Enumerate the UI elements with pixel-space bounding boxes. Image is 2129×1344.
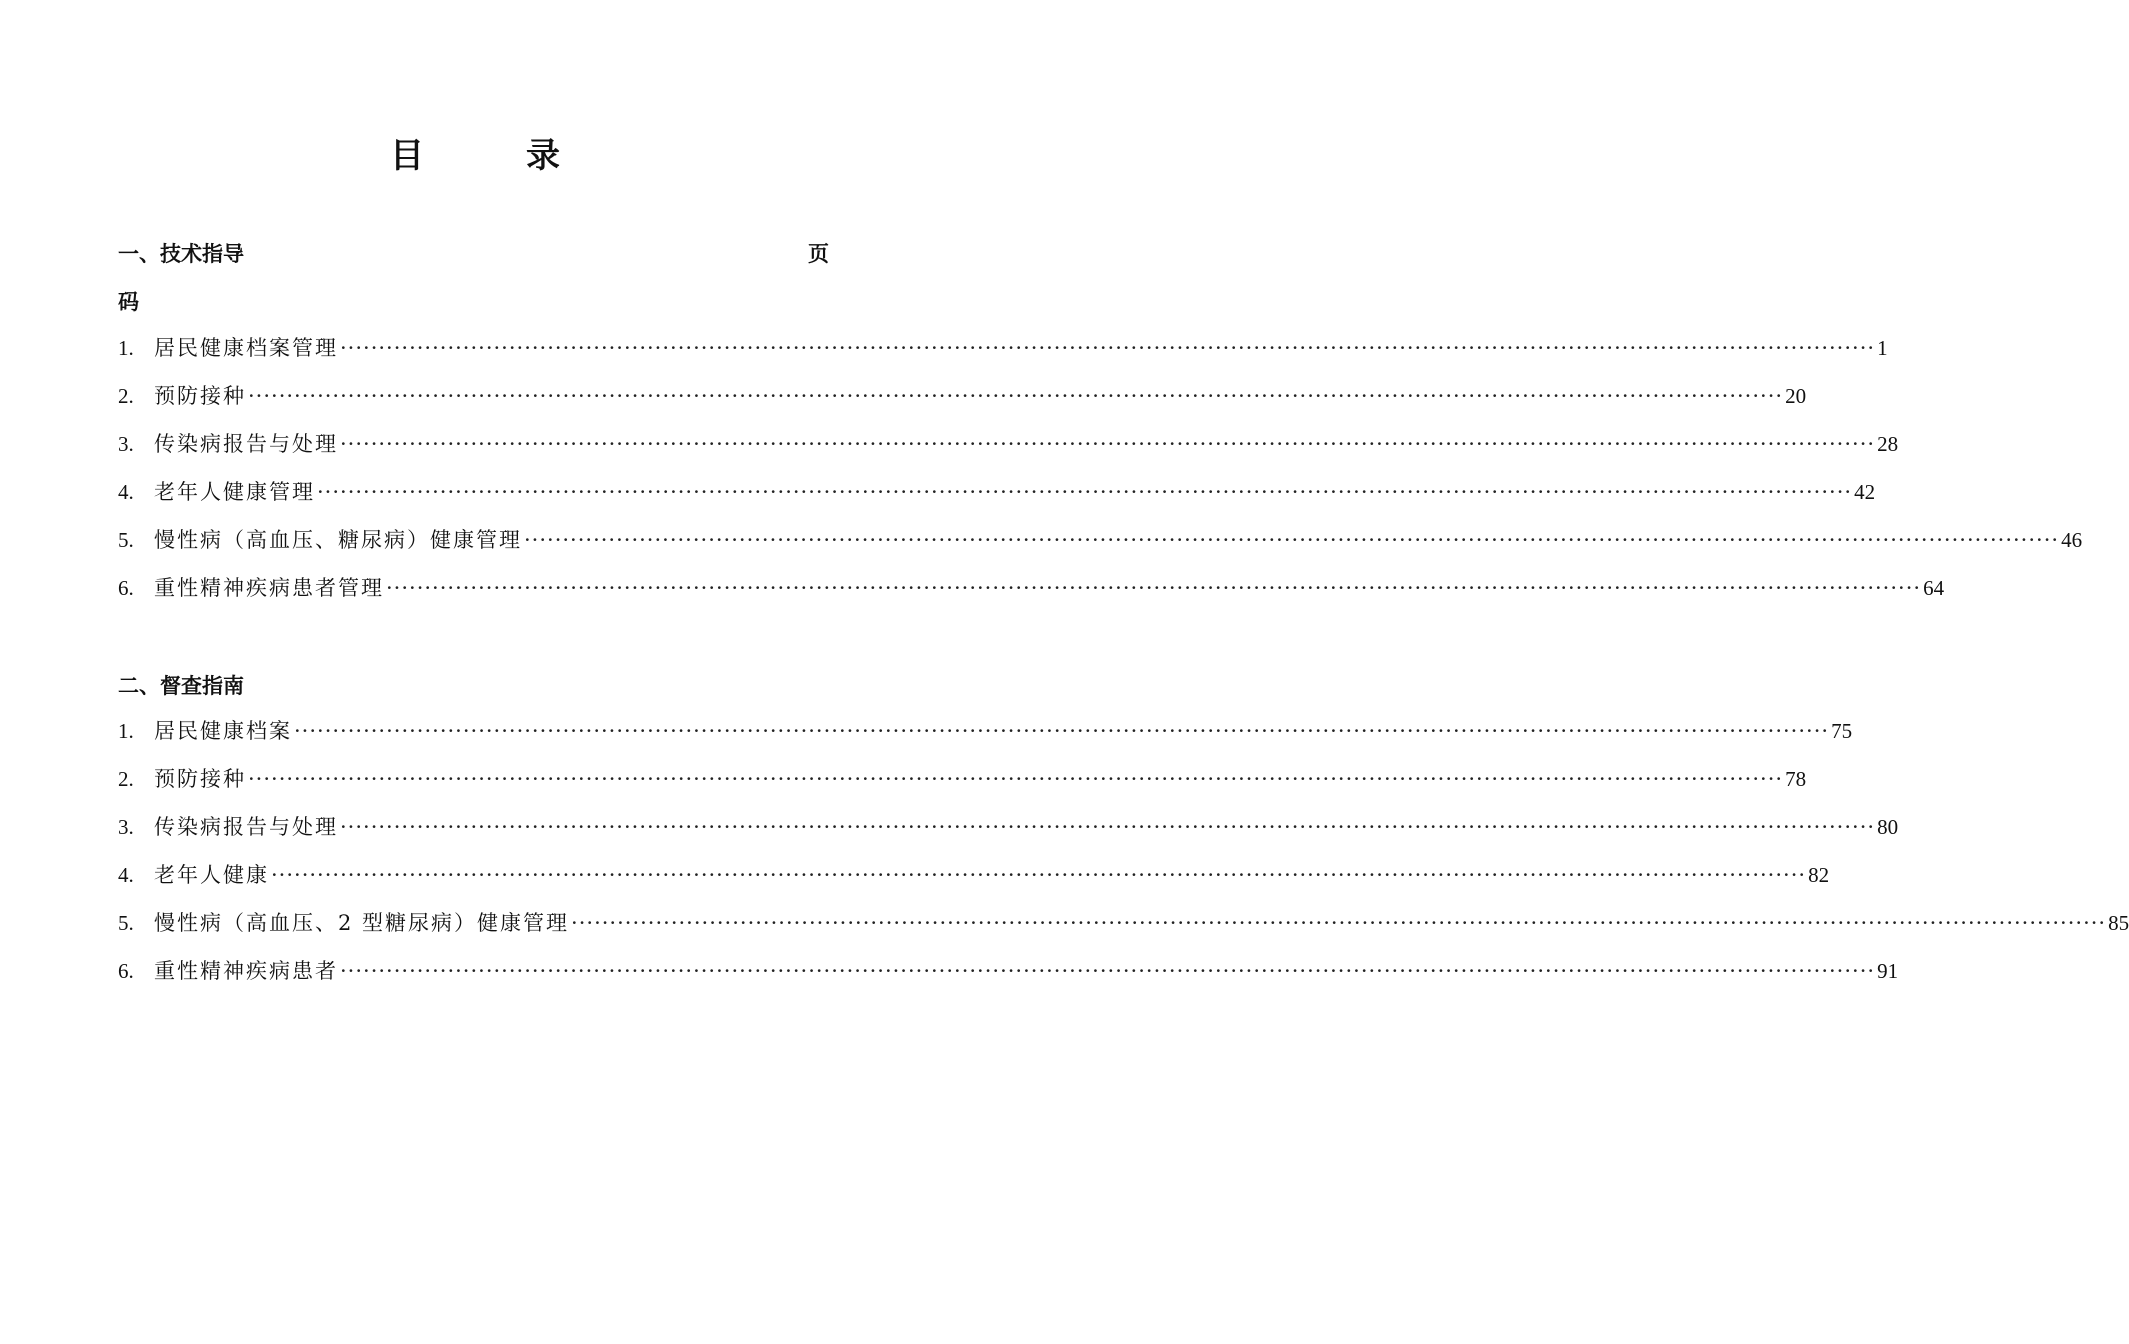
page-label-part2: 码 bbox=[118, 290, 139, 314]
toc-entry-number: 3. bbox=[118, 432, 134, 456]
toc-entry-number: 5. bbox=[118, 911, 134, 935]
toc-entry-title: 预防接种 bbox=[154, 384, 246, 408]
toc-entry-page: 64 bbox=[1923, 576, 1945, 600]
section-heading-inspection-guide: 二、督查指南 bbox=[118, 674, 244, 698]
toc-entry-title: 慢性病（高血压、糖尿病）健康管理 bbox=[154, 528, 522, 552]
dot-leader: ········································································································································································································ bbox=[340, 815, 1876, 839]
toc-entry-page: 75 bbox=[1831, 719, 1853, 743]
dot-leader: ········································································································································································································ bbox=[248, 384, 1784, 408]
toc-entry-title: 慢性病（高血压、2 型糖尿病）健康管理 bbox=[154, 911, 570, 935]
toc-entry-title: 传染病报告与处理 bbox=[154, 432, 338, 456]
toc-entry-number: 6. bbox=[118, 959, 134, 983]
toc-entry-title: 传染病报告与处理 bbox=[154, 815, 338, 839]
toc-entry-title: 居民健康档案 bbox=[154, 719, 292, 743]
toc-entry-number: 4. bbox=[118, 863, 134, 887]
dot-leader: ········································································································································································································ bbox=[294, 719, 1830, 743]
toc-entry-number: 6. bbox=[118, 576, 134, 600]
toc-entry[interactable] bbox=[118, 811, 1899, 859]
toc-entry-number: 4. bbox=[118, 480, 134, 504]
toc-entry-title: 老年人健康管理 bbox=[154, 480, 315, 504]
toc-entry[interactable] bbox=[118, 955, 1899, 1003]
toc-entry-title: 预防接种 bbox=[154, 767, 246, 791]
toc-entry[interactable] bbox=[118, 428, 1899, 476]
toc-entry-title: 老年人健康 bbox=[154, 863, 269, 887]
dot-leader: ········································································································································································································ bbox=[571, 911, 2107, 935]
toc-entry[interactable] bbox=[118, 572, 1945, 620]
toc-list-inspection-guide bbox=[118, 715, 2129, 1003]
section-heading-technical-guidance: 一、技术指导 bbox=[118, 242, 244, 266]
toc-entry-page: 91 bbox=[1877, 959, 1899, 983]
toc-entry-number: 2. bbox=[118, 384, 134, 408]
dot-leader: ········································································································································································································ bbox=[524, 528, 2060, 552]
toc-entry-page: 20 bbox=[1785, 384, 1807, 408]
toc-entry-title: 居民健康档案管理 bbox=[154, 336, 338, 360]
dot-leader: ········································································································································································································ bbox=[340, 432, 1876, 456]
toc-entry[interactable] bbox=[118, 763, 1807, 811]
dot-leader: ········································································································································································································ bbox=[248, 767, 1784, 791]
toc-entry[interactable] bbox=[118, 476, 1876, 524]
toc-list-technical-guidance bbox=[118, 332, 2083, 620]
toc-entry-number: 3. bbox=[118, 815, 134, 839]
toc-entry-page: 80 bbox=[1877, 815, 1899, 839]
toc-entry-number: 1. bbox=[118, 719, 134, 743]
toc-entry-number: 2. bbox=[118, 767, 134, 791]
toc-entry-page: 46 bbox=[2061, 528, 2083, 552]
toc-entry[interactable] bbox=[118, 907, 2129, 955]
toc-entry-page: 28 bbox=[1877, 432, 1899, 456]
toc-entry-page: 42 bbox=[1854, 480, 1876, 504]
page-label-part1: 页 bbox=[808, 242, 829, 266]
toc-entry-page: 78 bbox=[1785, 767, 1807, 791]
toc-entry[interactable] bbox=[118, 715, 1853, 763]
toc-entry[interactable] bbox=[118, 332, 1888, 380]
toc-entry-page: 1 bbox=[1877, 336, 1888, 360]
dot-leader: ········································································································································································································ bbox=[317, 480, 1853, 504]
dot-leader: ········································································································································································································ bbox=[340, 959, 1876, 983]
toc-entry-number: 5. bbox=[118, 528, 134, 552]
toc-entry[interactable] bbox=[118, 524, 2083, 572]
toc-entry-number: 1. bbox=[118, 336, 134, 360]
toc-entry-title: 重性精神疾病患者管理 bbox=[154, 576, 384, 600]
dot-leader: ········································································································································································································ bbox=[340, 336, 1876, 360]
toc-entry[interactable] bbox=[118, 380, 1807, 428]
toc-entry-page: 82 bbox=[1808, 863, 1830, 887]
toc-entry-title: 重性精神疾病患者 bbox=[154, 959, 338, 983]
document-title: 目 录 bbox=[390, 136, 594, 176]
dot-leader: ········································································································································································································ bbox=[386, 576, 1922, 600]
toc-entry-page: 85 bbox=[2108, 911, 2129, 935]
dot-leader: ········································································································································································································ bbox=[271, 863, 1807, 887]
toc-entry[interactable] bbox=[118, 859, 1830, 907]
